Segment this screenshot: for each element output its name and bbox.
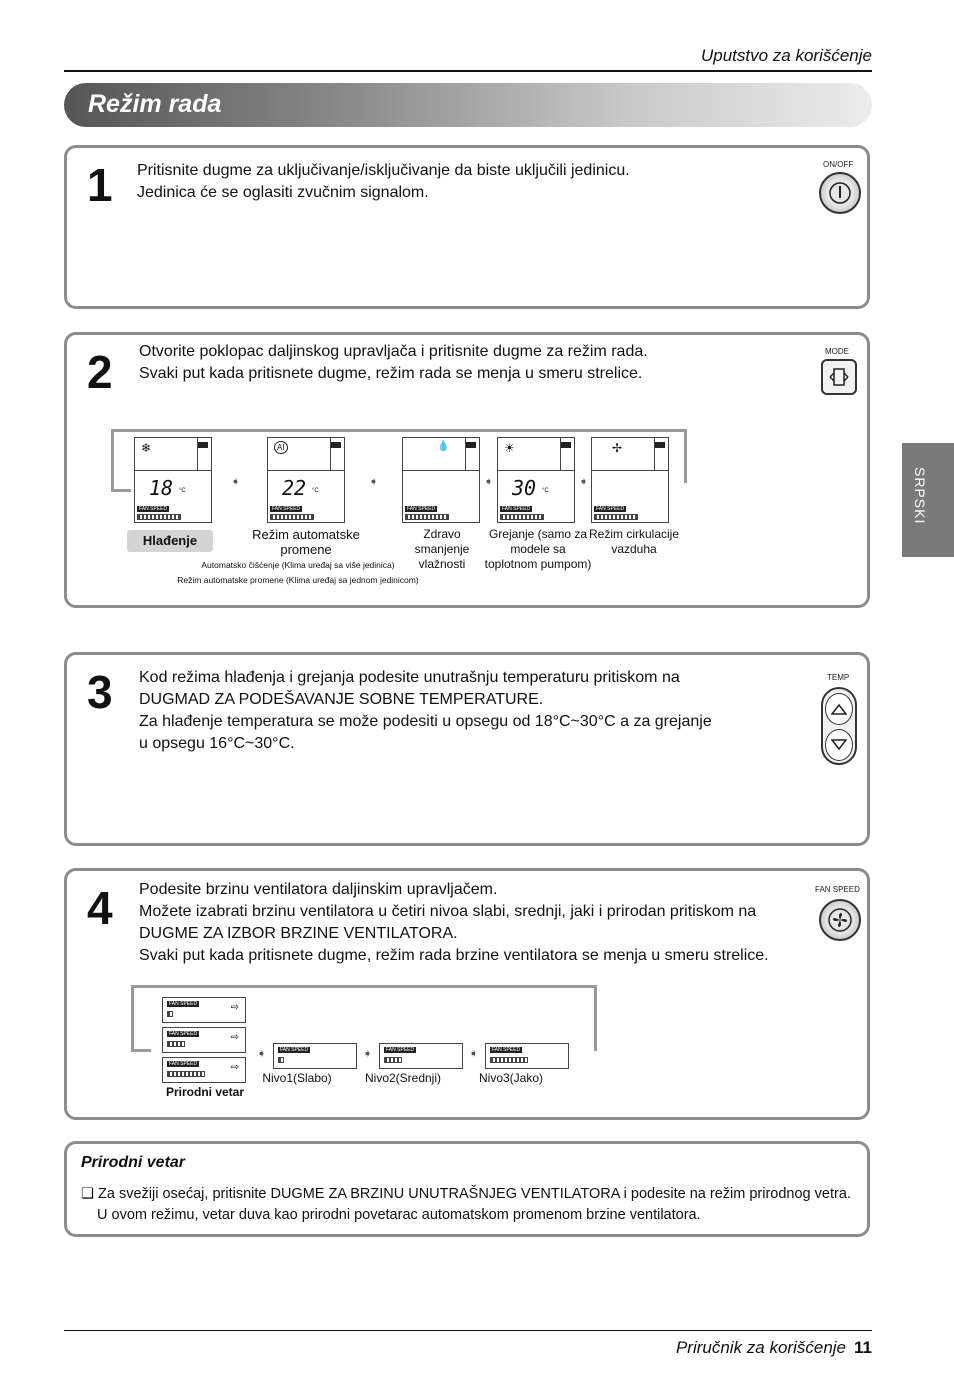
text-line: Otvorite poklopac daljinskog upravljača i pritisnite dugme za režim rada. — [139, 343, 648, 360]
fan-speed-bar — [167, 1011, 173, 1017]
auto-icon: AI — [274, 441, 288, 454]
step-number: 4 — [87, 882, 113, 934]
onoff-button[interactable] — [819, 172, 861, 214]
caption-auto: Režim automatske promene — [252, 527, 360, 557]
step-text — [139, 667, 712, 755]
arrow-right-icon: ➧ — [484, 476, 494, 488]
text-line: u opsegu 16°C~30°C. — [139, 735, 295, 752]
power-icon — [828, 181, 852, 205]
note-line: ❏ Za svežiji osećaj, pritisnite DUGME ZA BRZINU UNUTRAŠNJEG VENTILATORA i podesite na režim prirodnog vetra. — [81, 1186, 851, 1202]
battery-icon — [561, 442, 571, 448]
cycle-bracket-left — [111, 429, 114, 491]
fan-icon — [827, 907, 853, 933]
step-text — [137, 160, 630, 204]
fan-speed-tag: FAN SPEED — [407, 506, 436, 512]
caption-heat: Grejanje (samo za modele sa toplotnom pumpom) — [484, 527, 592, 571]
lcd-heat — [497, 437, 575, 523]
level-3: Nivo3(Jako) — [478, 1071, 544, 1085]
title-bar — [64, 83, 872, 127]
mode-icon — [826, 364, 852, 390]
caption-dry: Zdravo smanjenje vlažnosti — [414, 527, 470, 571]
step-3 — [64, 652, 870, 846]
degree-unit: °C — [179, 488, 186, 494]
natural-wind-note — [64, 1141, 870, 1237]
fan-speed-bar — [490, 1057, 528, 1063]
lcd-temperature: 30 — [512, 476, 537, 500]
fan-speed-bar — [384, 1057, 402, 1063]
fan-mini-display — [162, 1057, 246, 1083]
fan-speed-bar — [500, 514, 544, 520]
side-tab — [902, 443, 954, 557]
fan-speed-bar — [405, 514, 449, 520]
step-number: 1 — [87, 159, 113, 211]
lcd-divider — [135, 470, 211, 471]
onoff-label: ON/OFF — [823, 160, 854, 169]
degree-unit: °C — [542, 488, 549, 494]
step-number: 2 — [87, 346, 113, 398]
arrow-right-icon: ➧ — [363, 1048, 373, 1060]
level-natural: Prirodni vetar — [165, 1085, 245, 1099]
fan-speed-tag: FAN SPEED — [502, 506, 531, 512]
step-1 — [64, 145, 870, 309]
text-line: Za hlađenje temperatura se može podesiti u opsegu od 18°C~30°C a za grejanje — [139, 713, 712, 730]
caption-fan: Režim cirkulacije vazduha — [588, 527, 680, 556]
auto-note-1: Automatsko čišćenje (Klima uređaj sa više jedinica) — [201, 560, 395, 570]
triangle-down-icon — [831, 739, 847, 751]
fan-speed-bar — [137, 514, 181, 520]
sun-icon: ☀ — [504, 441, 515, 455]
page-header-text: Uputstvo za korišćenje — [700, 46, 872, 65]
text-line: Svaki put kada pritisnete dugme, režim rada brzine ventilatora se menja u smeru strelice. — [139, 947, 769, 964]
lcd-divider — [197, 438, 198, 470]
cycle-bracket-foot — [111, 489, 131, 492]
lcd-cool — [134, 437, 212, 523]
text-line: DUGMAD ZA PODEŠAVANJE SOBNE TEMPERATURE. — [139, 691, 544, 708]
level-1: Nivo1(Slabo) — [262, 1071, 332, 1085]
fan-mini-display — [273, 1043, 357, 1069]
lcd-divider — [592, 470, 668, 471]
lcd-divider — [465, 438, 466, 470]
triangle-up-icon — [831, 703, 847, 715]
temp-down-button[interactable] — [825, 729, 853, 761]
text-line: DUGME ZA IZBOR BRZINE VENTILATORA. — [139, 925, 458, 942]
lcd-divider — [330, 438, 331, 470]
lcd-auto — [267, 437, 345, 523]
arrow-right-icon: ⇨ — [230, 1002, 239, 1013]
degree-unit: °C — [312, 488, 319, 494]
fan-speed-tag: FAN SPEED — [139, 506, 168, 512]
lcd-divider — [560, 438, 561, 470]
header-rule — [64, 70, 872, 72]
caption-cool: Hlađenje — [127, 530, 213, 552]
footer-rule — [64, 1330, 872, 1331]
text-line: Pritisnite dugme za uključivanje/isključivanje da biste uključili jedinicu. — [137, 162, 630, 179]
fan-speed-tag: FAN SPEED — [492, 1047, 521, 1053]
battery-icon — [198, 442, 208, 448]
page-number: 11 — [854, 1338, 872, 1357]
battery-icon — [655, 442, 665, 448]
text-line: Svaki put kada pritisnete dugme, režim rada se menja u smeru strelice. — [139, 365, 643, 382]
lcd-divider — [654, 438, 655, 470]
mode-button[interactable] — [821, 359, 857, 395]
fan-speed-tag: FAN SPEED — [272, 506, 301, 512]
fan-speed-bar — [167, 1041, 185, 1047]
text-line: Kod režima hlađenja i grejanja podesite unutrašnju temperaturu pritiskom na — [139, 669, 680, 686]
fan-speed-tag: FAN SPEED — [280, 1047, 309, 1053]
fan-speed-bar — [278, 1057, 284, 1063]
arrow-right-icon: ⇨ — [230, 1032, 239, 1043]
lcd-fan — [591, 437, 669, 523]
step-text — [139, 879, 769, 967]
snowflake-icon: ❄ — [141, 441, 152, 455]
fan-speed-tag: FAN SPEED — [169, 1001, 198, 1007]
footer — [676, 1338, 872, 1358]
lcd-divider — [403, 470, 479, 471]
fan-mini-display — [162, 1027, 246, 1053]
fan-mini-display — [485, 1043, 569, 1069]
temp-button — [821, 687, 857, 765]
fan-speed-bar — [594, 514, 638, 520]
step-text — [139, 341, 648, 385]
arrow-right-icon: ➧ — [469, 1048, 479, 1060]
fan-mini-display — [162, 997, 246, 1023]
fan-speed-button[interactable] — [819, 899, 861, 941]
text-line: Podesite brzinu ventilatora daljinskim upravljačem. — [139, 881, 498, 898]
side-tab-label: SRPSKI — [912, 467, 928, 525]
fan-speed-tag: FAN SPEED — [386, 1047, 415, 1053]
step-4 — [64, 868, 870, 1120]
battery-icon — [466, 442, 476, 448]
fan-speed-bar — [270, 514, 314, 520]
note-title: Prirodni vetar — [81, 1154, 186, 1171]
lcd-temperature: 22 — [282, 476, 307, 500]
mode-label: MODE — [825, 347, 849, 356]
fan-mini-display — [379, 1043, 463, 1069]
level-2: Nivo2(Srednji) — [364, 1071, 442, 1085]
footer-text: Priručnik za korišćenje — [675, 1338, 847, 1357]
fan-speed-tag: FAN SPEED — [169, 1031, 198, 1037]
step-number: 3 — [87, 666, 113, 718]
text-line: Možete izabrati brzinu ventilatora u četiri nivoa slabi, srednji, jaki i prirodan pritiskom na — [139, 903, 757, 920]
fan-speed-bar — [167, 1071, 205, 1077]
page-title: Režim rada — [88, 90, 222, 118]
note-line: U ovom režimu, vetar duva kao prirodni povetarac automatskom promenom brzine ventilatora. — [97, 1207, 701, 1223]
temp-up-button[interactable] — [825, 693, 853, 725]
water-drop-icon: 💧 — [437, 441, 450, 452]
arrow-right-icon: ➧ — [369, 476, 379, 488]
auto-note-2: Režim automatske promene (Klima uređaj sa jednom jedinicom) — [177, 575, 419, 585]
fan-icon: ✢ — [612, 441, 623, 455]
lcd-dry — [402, 437, 480, 523]
arrow-right-icon: ⇨ — [230, 1062, 239, 1073]
fan-speed-tag: FAN SPEED — [169, 1061, 198, 1067]
arrow-right-icon: ➧ — [579, 476, 589, 488]
text-line: Jedinica će se oglasiti zvučnim signalom. — [137, 184, 429, 201]
fan-speed-label: FAN SPEED — [815, 885, 860, 894]
natural-wind-panel — [162, 995, 252, 1085]
battery-icon — [331, 442, 341, 448]
temp-label: TEMP — [827, 673, 850, 682]
arrow-right-icon: ➧ — [231, 476, 241, 488]
fan-bracket-foot — [131, 1049, 151, 1052]
lcd-divider — [268, 470, 344, 471]
lcd-divider — [498, 470, 574, 471]
note-text — [81, 1184, 851, 1226]
fan-speed-tag: FAN SPEED — [596, 506, 625, 512]
lcd-temperature: 18 — [149, 476, 174, 500]
arrow-right-icon: ➧ — [257, 1048, 267, 1060]
